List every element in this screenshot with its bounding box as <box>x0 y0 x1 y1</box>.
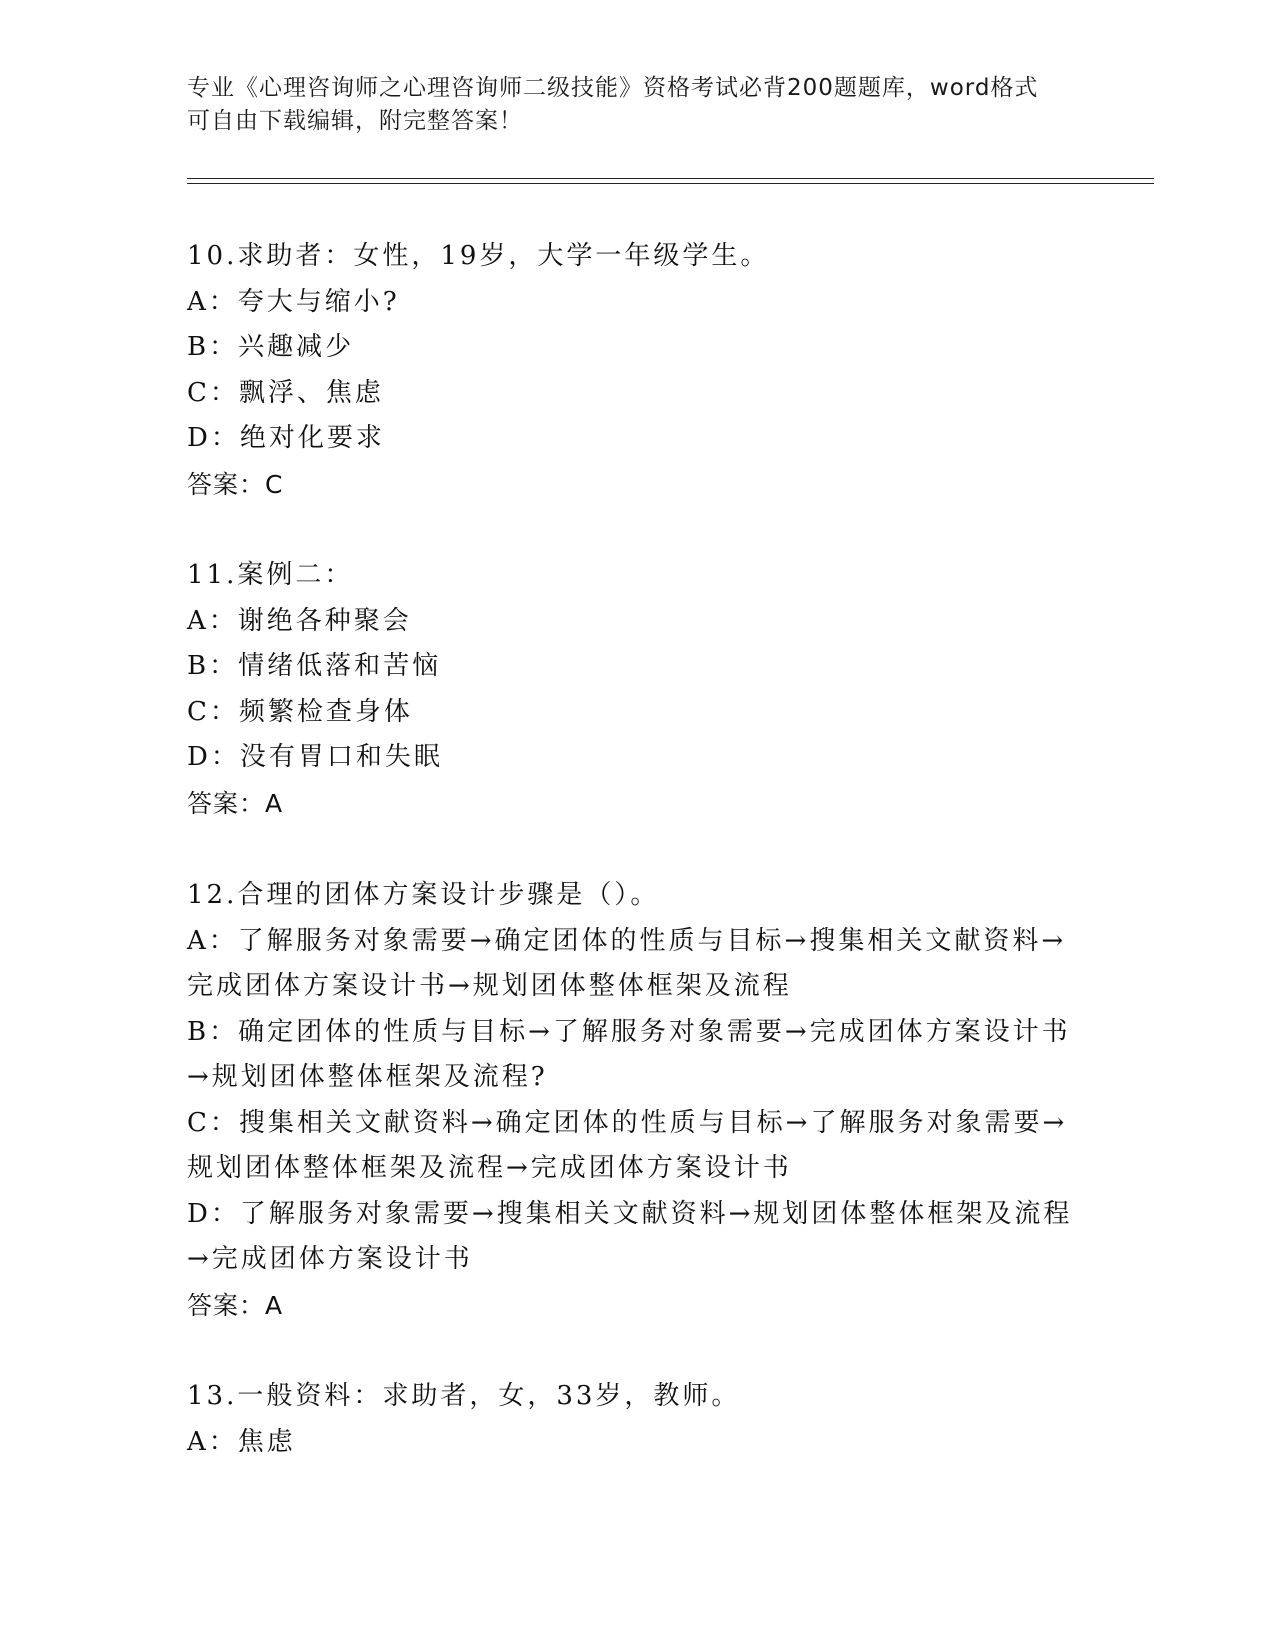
option-b: B：情绪低落和苦恼 <box>187 651 442 681</box>
option-a: A：焦虑 <box>187 1426 296 1457</box>
answer-line: 答案：A <box>187 788 284 818</box>
header-line-2: 可自由下载编辑，附完整答案！ <box>187 108 523 134</box>
option-c: C：飘浮、焦虑 <box>187 377 384 408</box>
header-line-1: 专业《心理咨询师之心理咨询师二级技能》资格考试必背200题题库，word格式 <box>187 75 1039 101</box>
option-b: B：兴趣减少 <box>187 332 355 362</box>
question-stem: 10.求助者：女性，19岁，大学一年级学生。 <box>187 241 770 271</box>
answer-line: 答案：A <box>187 1290 284 1320</box>
document-header <box>187 72 1087 138</box>
question-stem: 13.一般资料：求助者，女，33岁，教师。 <box>187 1381 741 1411</box>
option-b-continued: →规划团体整体框架及流程? <box>187 1062 548 1092</box>
question-stem: 11.案例二： <box>187 560 354 590</box>
question-11 <box>187 553 1087 826</box>
option-b: B：确定团体的性质与目标→了解服务对象需要→完成团体方案设计书 <box>187 1016 1071 1047</box>
option-c: C：搜集相关文献资料→确定团体的性质与目标→了解服务对象需要→ <box>187 1107 1068 1138</box>
option-c-continued: 规划团体整体框架及流程→完成团体方案设计书 <box>187 1153 792 1183</box>
option-a: A：了解服务对象需要→确定团体的性质与目标→搜集相关文献资料→ <box>187 925 1067 956</box>
option-a: A：谢绝各种聚会 <box>187 605 412 636</box>
answer-line: 答案：C <box>187 469 284 499</box>
header-rule-bottom <box>187 183 1154 184</box>
header-rule-top <box>187 178 1154 179</box>
option-a: A：夸大与缩小? <box>187 286 400 317</box>
question-12 <box>187 873 1087 1328</box>
option-a-continued: 完成团体方案设计书→规划团体整体框架及流程 <box>187 971 792 1001</box>
option-d: D：了解服务对象需要→搜集相关文献资料→规划团体整体框架及流程 <box>187 1198 1073 1229</box>
question-10 <box>187 234 1087 507</box>
option-d: D：绝对化要求 <box>187 423 385 453</box>
question-13 <box>187 1374 1087 1465</box>
option-c: C：频繁检查身体 <box>187 696 413 727</box>
option-d-continued: →完成团体方案设计书 <box>187 1244 473 1274</box>
question-stem: 12.合理的团体方案设计步骤是（）。 <box>187 880 660 910</box>
option-d: D：没有胃口和失眠 <box>187 742 443 772</box>
